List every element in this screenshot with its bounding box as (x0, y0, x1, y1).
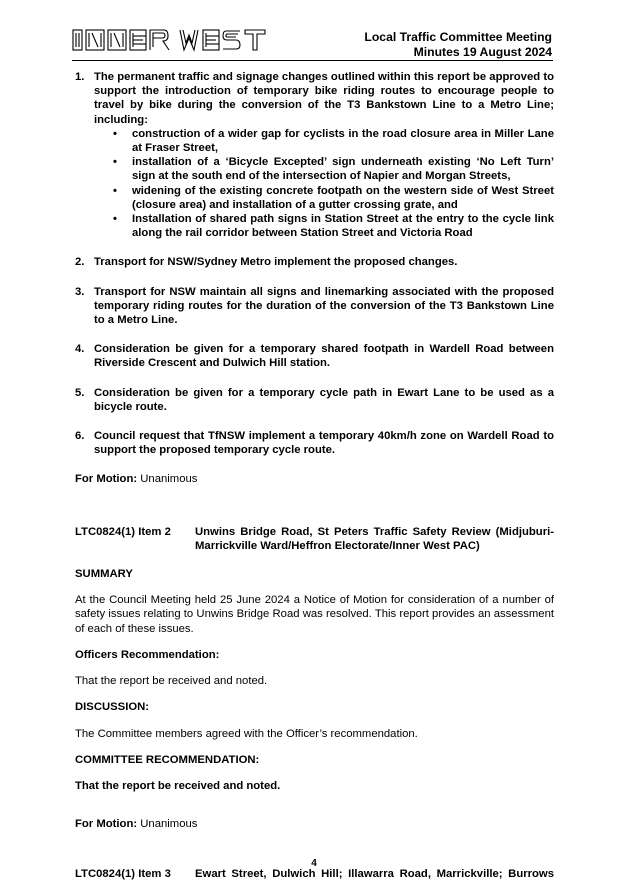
header-divider (72, 60, 553, 61)
discussion-heading: DISCUSSION: (75, 701, 150, 714)
officers-text: That the report be received and noted. (75, 675, 268, 688)
minutes-body (75, 70, 554, 882)
header-title-line2: Minutes 19 August 2024 (413, 45, 552, 59)
recommendation-item: 2. Transport for NSW/Sydney Metro implement the proposed changes. (75, 256, 458, 269)
sub-item: • Installation of shared path signs in Station Street at the entry to the cycle link along the rail corridor between Station Street and Victoria Road (113, 213, 554, 240)
for-motion: For Motion: Unanimous (75, 818, 198, 831)
recommendation-item: 3. Transport for NSW maintain all signs and linemarking associated with the proposed temporary riding routes for the duration of the conversion of the T3 Bankstown Line to a Metro Line. (75, 285, 554, 327)
item-2-heading: LTC0824(1) Item 2 Unwins Bridge Road, St Peters Traffic Safety Review (Midjuburi-Marrickville Ward/Heffron Electorate/Inner West PAC) (75, 525, 554, 552)
discussion-text: The Committee members agreed with the Officer’s recommendation. (75, 727, 418, 740)
recommendation-item: 5. Consideration be given for a temporary cycle path in Ewart Lane to be used as a bicycle route. (75, 386, 554, 413)
item-3-heading: LTC0824(1) Item 3 Ewart Street, Dulwich Hill; Illawarra Road, Marrickville; Burrows (75, 868, 554, 881)
for-motion: For Motion: Unanimous (75, 473, 198, 486)
recommendation-list (75, 70, 554, 457)
header-title-line1: Local Traffic Committee Meeting (364, 30, 552, 44)
officers-heading: Officers Recommendation: (75, 648, 220, 661)
sub-item-list (94, 127, 554, 241)
page-number: 4 (311, 858, 317, 869)
document-header (364, 30, 552, 60)
committee-text: That the report be received and noted. (75, 779, 281, 792)
summary-heading: SUMMARY (75, 568, 133, 581)
summary-text: At the Council Meeting held 25 June 2024 a Notice of Motion for consideration of a number of safety issues relating to Unwins Bridge Road was resolved. This report provides an assessment of each of these issues. (75, 594, 554, 635)
sub-item: • installation of a ‘Bicycle Excepted’ sign underneath existing ‘No Left Turn’ sign at the south end of the intersection of Napier and Morgan Streets, (113, 156, 554, 183)
recommendation-item: 6. Council request that TfNSW implement a temporary 40km/h zone on Wardell Road to support the proposed temporary cycle route. (75, 430, 554, 457)
committee-heading: COMMITTEE RECOMMENDATION: (75, 753, 260, 766)
inner-west-logo (72, 26, 272, 54)
sub-item: • widening of the existing concrete footpath on the western side of West Street (closure area) and installation of a gutter crossing grate, and (113, 184, 554, 211)
sub-item: • construction of a wider gap for cyclists in the road closure area in Miller Lane at Fraser Street, (113, 127, 554, 155)
recommendation-item: 4. Consideration be given for a temporary shared footpath in Wardell Road between Riverside Crescent and Dulwich Hill station. (75, 343, 554, 370)
recommendation-item: 1. The permanent traffic and signage changes outlined within this report be approved to support the introduction of temporary bike riding routes to encourage people to travel by bike during the conversion of the T3 Bankstown Line to a Metro Line; including: • construction of a wider gap for cyclists in the road closure area in Miller Lane at Fraser Street, • installation of a ‘Bicycle Excepted’ sign underneath existing ‘No Left Turn’ sign at the south end of the intersection of Napier and Morgan Streets, • widening of the existing concrete footpath on the western side of West Street (closure area) and installation of a gutter crossing grate, and • Installation of shared path signs in Station Street at the entry to the cycle link along the rail corridor between Station Street and Victoria Road (75, 71, 554, 240)
